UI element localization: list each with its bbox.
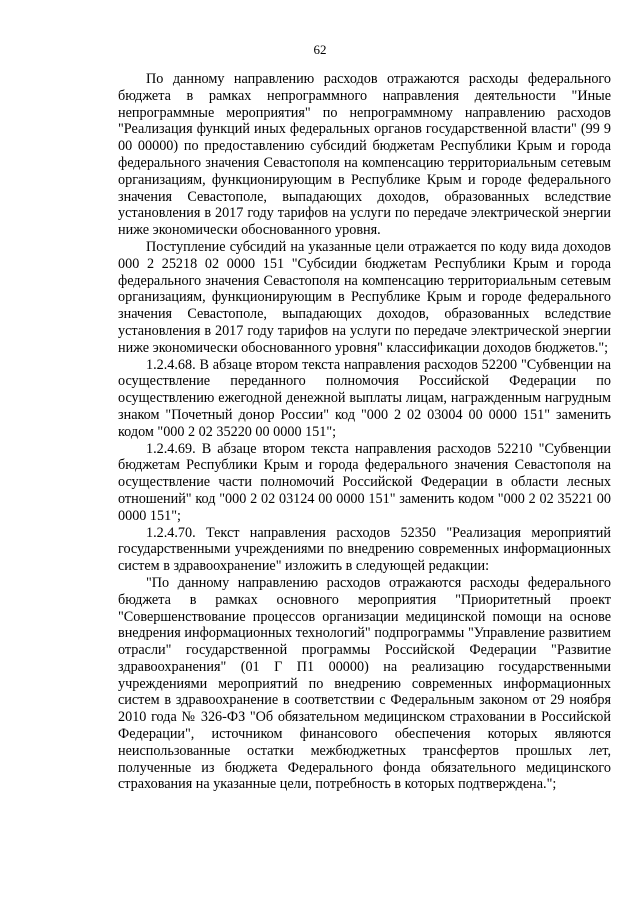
paragraph-1-2-4-70: 1.2.4.70. Текст направления расходов 52350 "Реализация мероприятий государственными учреждениями по внедрению современных информационных систем в здравоохранение" изложить в следующей редакции:: [118, 524, 611, 575]
document-body: [118, 71, 611, 793]
paragraph-subsidy-income: Поступление субсидий на указанные цели отражается по коду вида доходов 000 2 25218 02 0000 151 "Субсидии бюджетам Республики Крым и города федерального значения Севастополя на компенсацию территориальным сетевым организациям, функционирующим в Республике Крым и городе федерального значения Севастополе, выпадающих доходов, образованных вследствие установления в 2017 году тарифов на услуги по передаче электрической энергии ниже экономически обоснованного уровня" классификации доходов бюджетов.";: [118, 238, 611, 356]
paragraph-1-2-4-69: 1.2.4.69. В абзаце втором текста направления расходов 52210 "Субвенции бюджетам Республики Крым и города федерального значения Севастополя на осуществление части полномочий Российской Федерации в области лесных отношений" код "000 2 02 03124 00 0000 151" заменить кодом "000 2 02 35221 00 0000 151";: [118, 440, 611, 524]
paragraph-1-2-4-68: 1.2.4.68. В абзаце втором текста направления расходов 52200 "Субвенции на осуществление переданного полномочия Российской Федерации по осуществлению ежегодной денежной выплаты лицам, награжденным нагрудным знаком "Почетный донор России" код "000 2 02 03004 00 0000 151" заменить кодом "000 2 02 35220 00 0000 151";: [118, 356, 611, 440]
paragraph-expense-description: По данному направлению расходов отражаются расходы федерального бюджета в рамках непрограммного направления деятельности "Иные непрограммные мероприятия" по непрограммному направлению расходов "Реализация функций иных федеральных органов государственной власти" (99 9 00 00000) по предоставлению субсидий бюджетам Республики Крым и города федерального значения Севастополя на компенсацию территориальным сетевым организациям, функционирующим в Республике Крым и городе федерального значения Севастополе, выпадающих доходов, образованных вследствие установления в 2017 году тарифов на услуги по передаче электрической энергии ниже экономически обоснованного уровня.: [118, 71, 611, 239]
paragraph-new-wording: "По данному направлению расходов отражаются расходы федерального бюджета в рамках основного мероприятия "Приоритетный проект "Совершенствование процессов организации медицинской помощи на основе внедрения информационных технологий" подпрограммы "Управление развитием отрасли" государственной программы Российской Федерации "Развитие здравоохранения" (01 Г П1 00000) на реализацию государственными учреждениями мероприятий по внедрению современных информационных систем в здравоохранение в соответствии с Федеральным законом от 29 ноября 2010 года № 326-ФЗ "Об обязательном медицинском страховании в Российской Федерации", источником финансового обеспечения которых являются неиспользованные остатки межбюджетных трансфертов прошлых лет, полученные из бюджета Федерального фонда обязательного медицинского страхования на указанные цели, потребность в которых подтверждена.";: [118, 574, 611, 793]
page-number: 62: [313, 42, 327, 57]
